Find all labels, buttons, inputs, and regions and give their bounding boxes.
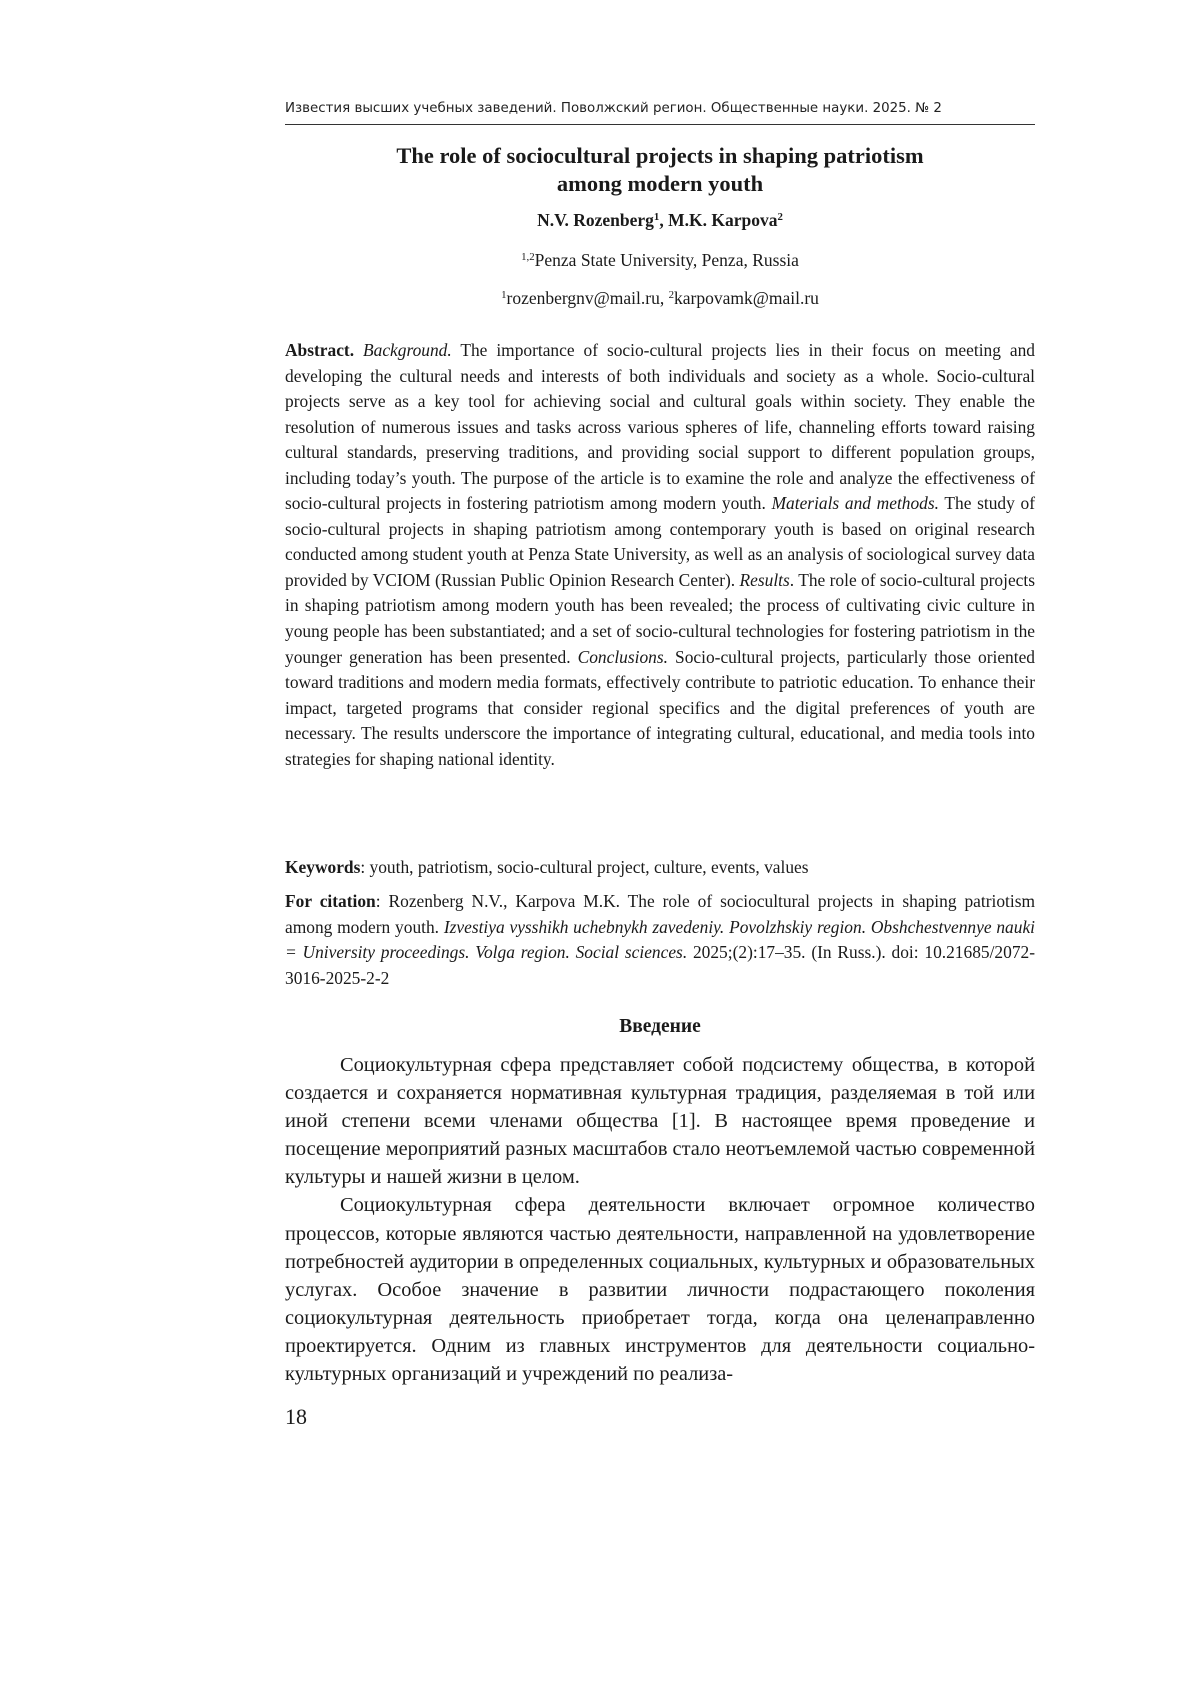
intro-body xyxy=(285,1051,1035,1388)
author-1: N.V. Rozenberg xyxy=(537,210,654,230)
abstract-conclusions-text: Socio-cultural projects, particularly those oriented toward traditions and modern media formats, effectively contribute to patriotic education. To enhance their impact, targeted programs that consider regional specifics and the digital preferences of youth are necessary. The results underscore the importance of integrating cultural, educational, and media tools into strategies for shaping national identity. xyxy=(285,646,1035,769)
author-2-sup: 2 xyxy=(777,211,783,224)
article-title-line-2: among modern youth xyxy=(556,171,764,196)
affiliation-line xyxy=(285,248,1035,272)
keywords-text: : youth, patriotism, socio-cultural project, culture, events, values xyxy=(360,857,809,877)
email-1-sup: 1 xyxy=(501,289,507,302)
header-rule xyxy=(285,124,1035,125)
authors-line xyxy=(285,208,1035,232)
article-title xyxy=(285,142,1035,198)
citation-text-after: 2025;(2):17–35. (In Russ.). doi: 10.21685/2072-3016-2025-2-2 xyxy=(285,942,1035,988)
author-2: M.K. Karpova xyxy=(668,210,778,230)
keywords-label: Keywords xyxy=(285,857,361,877)
citation-label: For citation xyxy=(285,891,376,911)
citation-text-before: : Rozenberg N.V., Karpova M.K. The role of sociocultural projects in shaping patriotism among modern youth. xyxy=(285,891,1036,937)
abstract-background-label: Background. xyxy=(363,340,452,360)
article-title-line-1: The role of sociocultural projects in shaping patriotism xyxy=(396,143,924,168)
intro-paragraph-1: Социокультурная сфера представляет собой подсистему общества, в которой создается и сохраняется нормативная культурная традиция, разделяемая в той или иной степени всеми членами общества [1]. В настоящее время проведение и посещение мероприятий разных масштабов стало неотъемлемой частью современной культуры и нашей жизни в целом. xyxy=(285,1054,1035,1189)
citation-journal: Izvestiya vysshikh uchebnykh zavedeniy. Povolzhskiy region. Obshchestvennye nauki = University proceedings. Volga region. Social sciences. xyxy=(285,916,1036,963)
abstract-results-text: . The role of socio-cultural projects in shaping patriotism among modern youth has been revealed; the process of cultivating civic culture in young people has been substantiated; and a set of socio-cultural technologies for fostering patriotism in the younger generation has been presented. xyxy=(285,569,1035,667)
running-header: Известия высших учебных заведений. Поволжский регион. Общественные науки. 2025. № 2 xyxy=(285,101,942,116)
emails-line xyxy=(285,286,1035,310)
email-2: karpovamk@mail.ru xyxy=(674,288,819,308)
citation-block xyxy=(285,889,1035,991)
abstract-block xyxy=(285,338,1035,772)
affiliation-sup: 1,2 xyxy=(521,251,535,264)
page-number: 18 xyxy=(285,1404,307,1429)
email-2-sup: 2 xyxy=(668,289,674,302)
abstract-label: Abstract. xyxy=(285,340,355,360)
keywords-block xyxy=(285,855,1035,881)
intro-paragraph-2: Социокультурная сфера деятельности включает огромное количество процессов, которые являются частью деятельности, направленной на удовлетворение потребностей аудитории в определенных социальных, культурных и образовательных услугах. Особое значение в развитии личности подрастающего поколения социокультурная деятельность приобретает тогда, когда она целенаправленно проектируется. Одним из главных инструментов для деятельности социально-культурных организаций и учреждений по реализа- xyxy=(285,1194,1035,1386)
author-1-sup: 1 xyxy=(653,211,660,224)
affiliation: Penza State University, Penza, Russia xyxy=(534,250,799,270)
abstract-methods-text: The study of socio-cultural projects in shaping patriotism among contemporary youth is based on original research conducted among student youth at Penza State University, as well as an analysis of sociological survey data provided by VCIOM (Russian Public Opinion Research Center). xyxy=(285,493,1035,590)
email-1: rozenbergnv@mail.ru, xyxy=(506,288,669,308)
abstract-conclusions-label: Conclusions. xyxy=(577,646,668,667)
author-separator: , xyxy=(659,210,669,230)
abstract-methods-label: Materials and methods. xyxy=(771,493,939,514)
abstract-background-text: The importance of socio-cultural projects lies in their focus on meeting and developing the cultural needs and interests of both individuals and society as a whole. Socio-cultural projects serve as a key tool for achieving social and cultural goals within society. They enable the resolution of numerous issues and tasks across various spheres of life, channeling efforts toward raising cultural standards, preserving traditions, and providing social support to different population groups, including today’s youth. The purpose of the article is to examine the role and analyze the effectiveness of socio-cultural projects in fostering patriotism among modern youth. xyxy=(285,340,1035,514)
intro-heading: Введение xyxy=(619,1016,701,1037)
abstract-results-label: Results xyxy=(739,569,790,590)
